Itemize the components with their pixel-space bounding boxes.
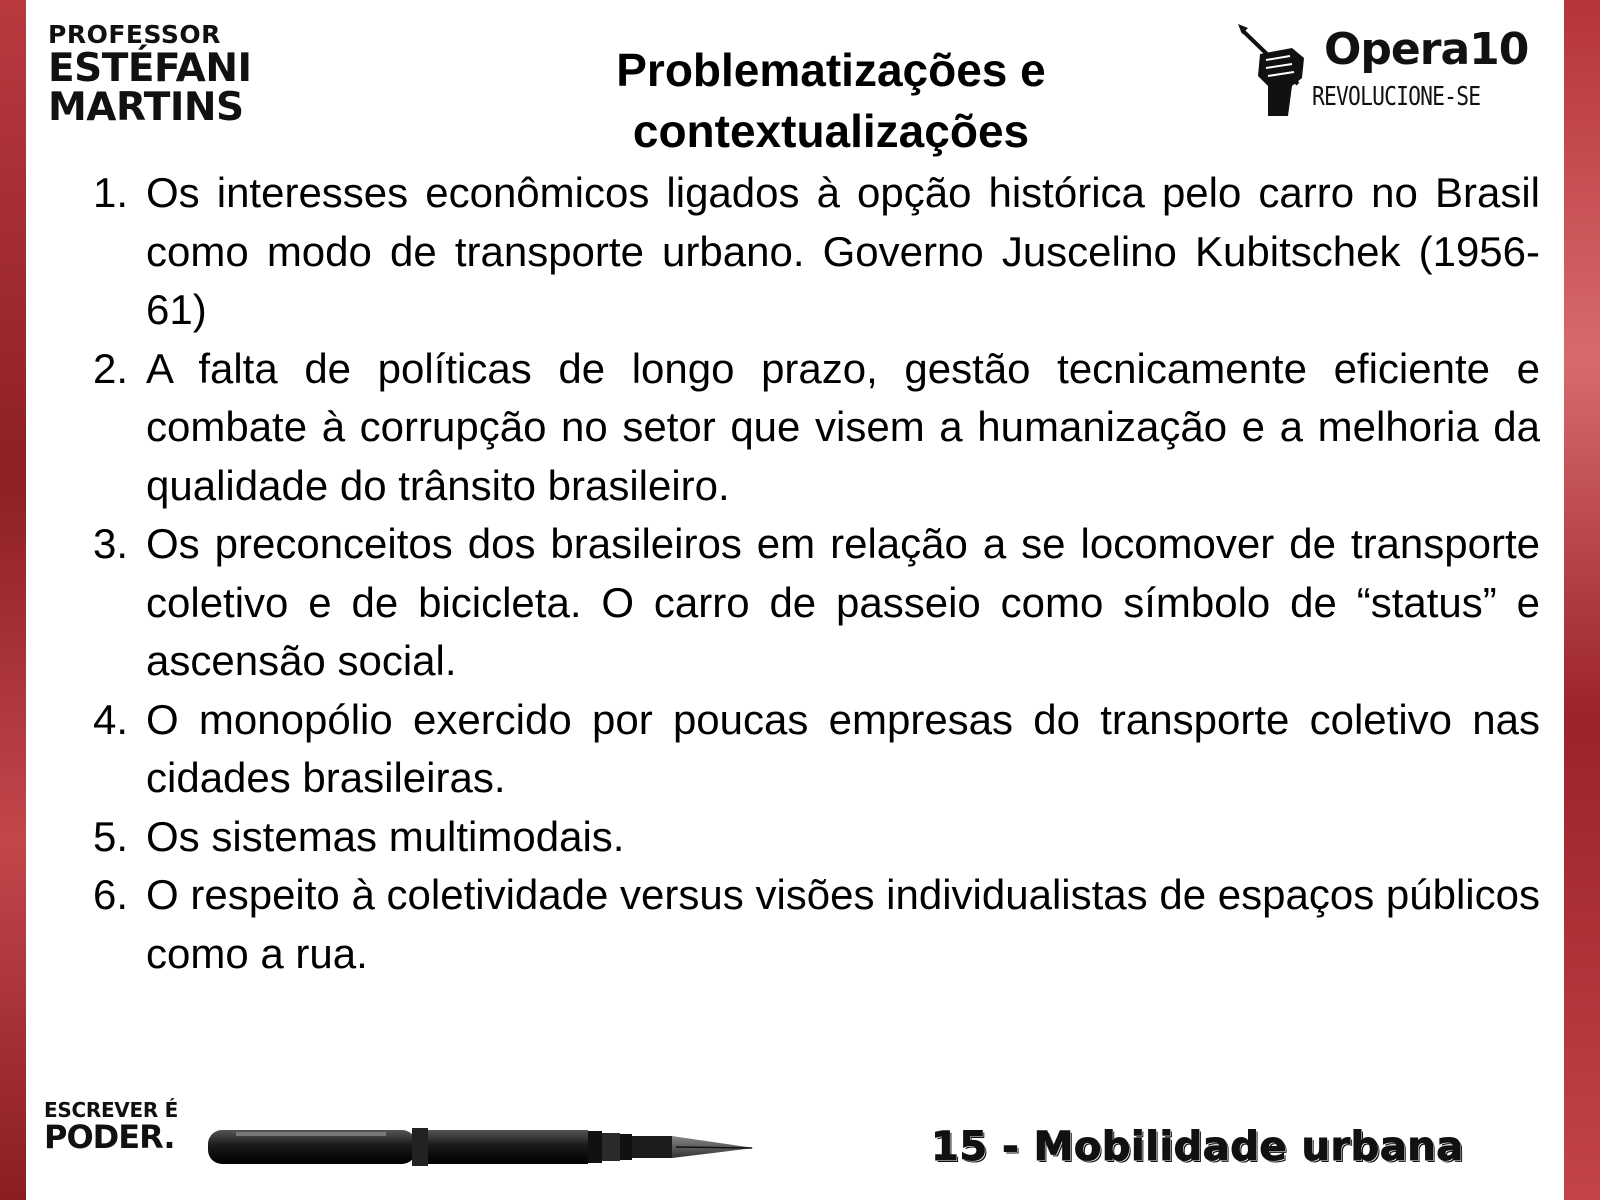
brand-name: Opera10 — [1324, 24, 1529, 75]
left-frame-border — [0, 0, 26, 1200]
list-number: 2. — [92, 344, 128, 392]
list-item — [58, 866, 1540, 983]
brand-logo-left — [48, 20, 252, 130]
list-number: 1. — [92, 169, 128, 216]
brand-logo-right — [1238, 24, 1538, 124]
brand-line: ESTÉFANI — [48, 46, 252, 91]
list-number: 6. — [92, 871, 128, 918]
brand-tagline: REVOLUCIONE-SE — [1312, 82, 1481, 112]
list-number: 3. — [92, 520, 128, 567]
list-item — [58, 515, 1540, 691]
list-text: A falta de políticas de longo prazo, gestão tecnicamente eficiente e combate à corrupção no setor que visem a humanização e a melhoria da qualidade do trânsito brasileiro. — [146, 344, 1540, 509]
list-item — [58, 164, 1540, 340]
brand-line: MARTINS — [48, 85, 244, 130]
list-item — [58, 808, 1540, 867]
slide — [26, 0, 1564, 1200]
page-title — [456, 40, 1206, 162]
fountain-pen-icon — [206, 1118, 766, 1178]
list-text: Os interesses econômicos ligados à opção histórica pelo carro no Brasil como modo de transporte urbano. Governo Juscelino Kubitschek (1956-61) — [146, 169, 1540, 333]
list-number: 4. — [92, 695, 128, 743]
slogan-line: ESCREVER É — [44, 1098, 178, 1122]
title-line: contextualizações — [632, 105, 1030, 157]
list-item — [58, 340, 1540, 516]
slogan — [44, 1098, 178, 1156]
right-frame-border — [1564, 0, 1600, 1200]
slogan-line: PODER. — [44, 1118, 175, 1156]
list-text: Os sistemas multimodais. — [146, 812, 625, 860]
list-item — [58, 691, 1540, 808]
topic-label: 15 - Mobilidade urbana — [931, 1124, 1464, 1170]
list-text: Os preconceitos dos brasileiros em relação a se locomover de transporte coletivo e de bicicleta. O carro de passeio como símbolo de “status” e ascensão social. — [146, 520, 1540, 684]
title-line: Problematizações e — [616, 44, 1046, 96]
list-text: O respeito à coletividade versus visões individualistas de espaços públicos como a rua. — [146, 871, 1540, 977]
brand-line: PROFESSOR — [48, 20, 221, 49]
list-number: 5. — [92, 812, 128, 860]
list-text: O monopólio exercido por poucas empresas do transporte coletivo nas cidades brasileiras. — [146, 695, 1540, 801]
raised-fist-with-pen-icon — [1238, 24, 1320, 120]
topic-list — [58, 164, 1540, 983]
